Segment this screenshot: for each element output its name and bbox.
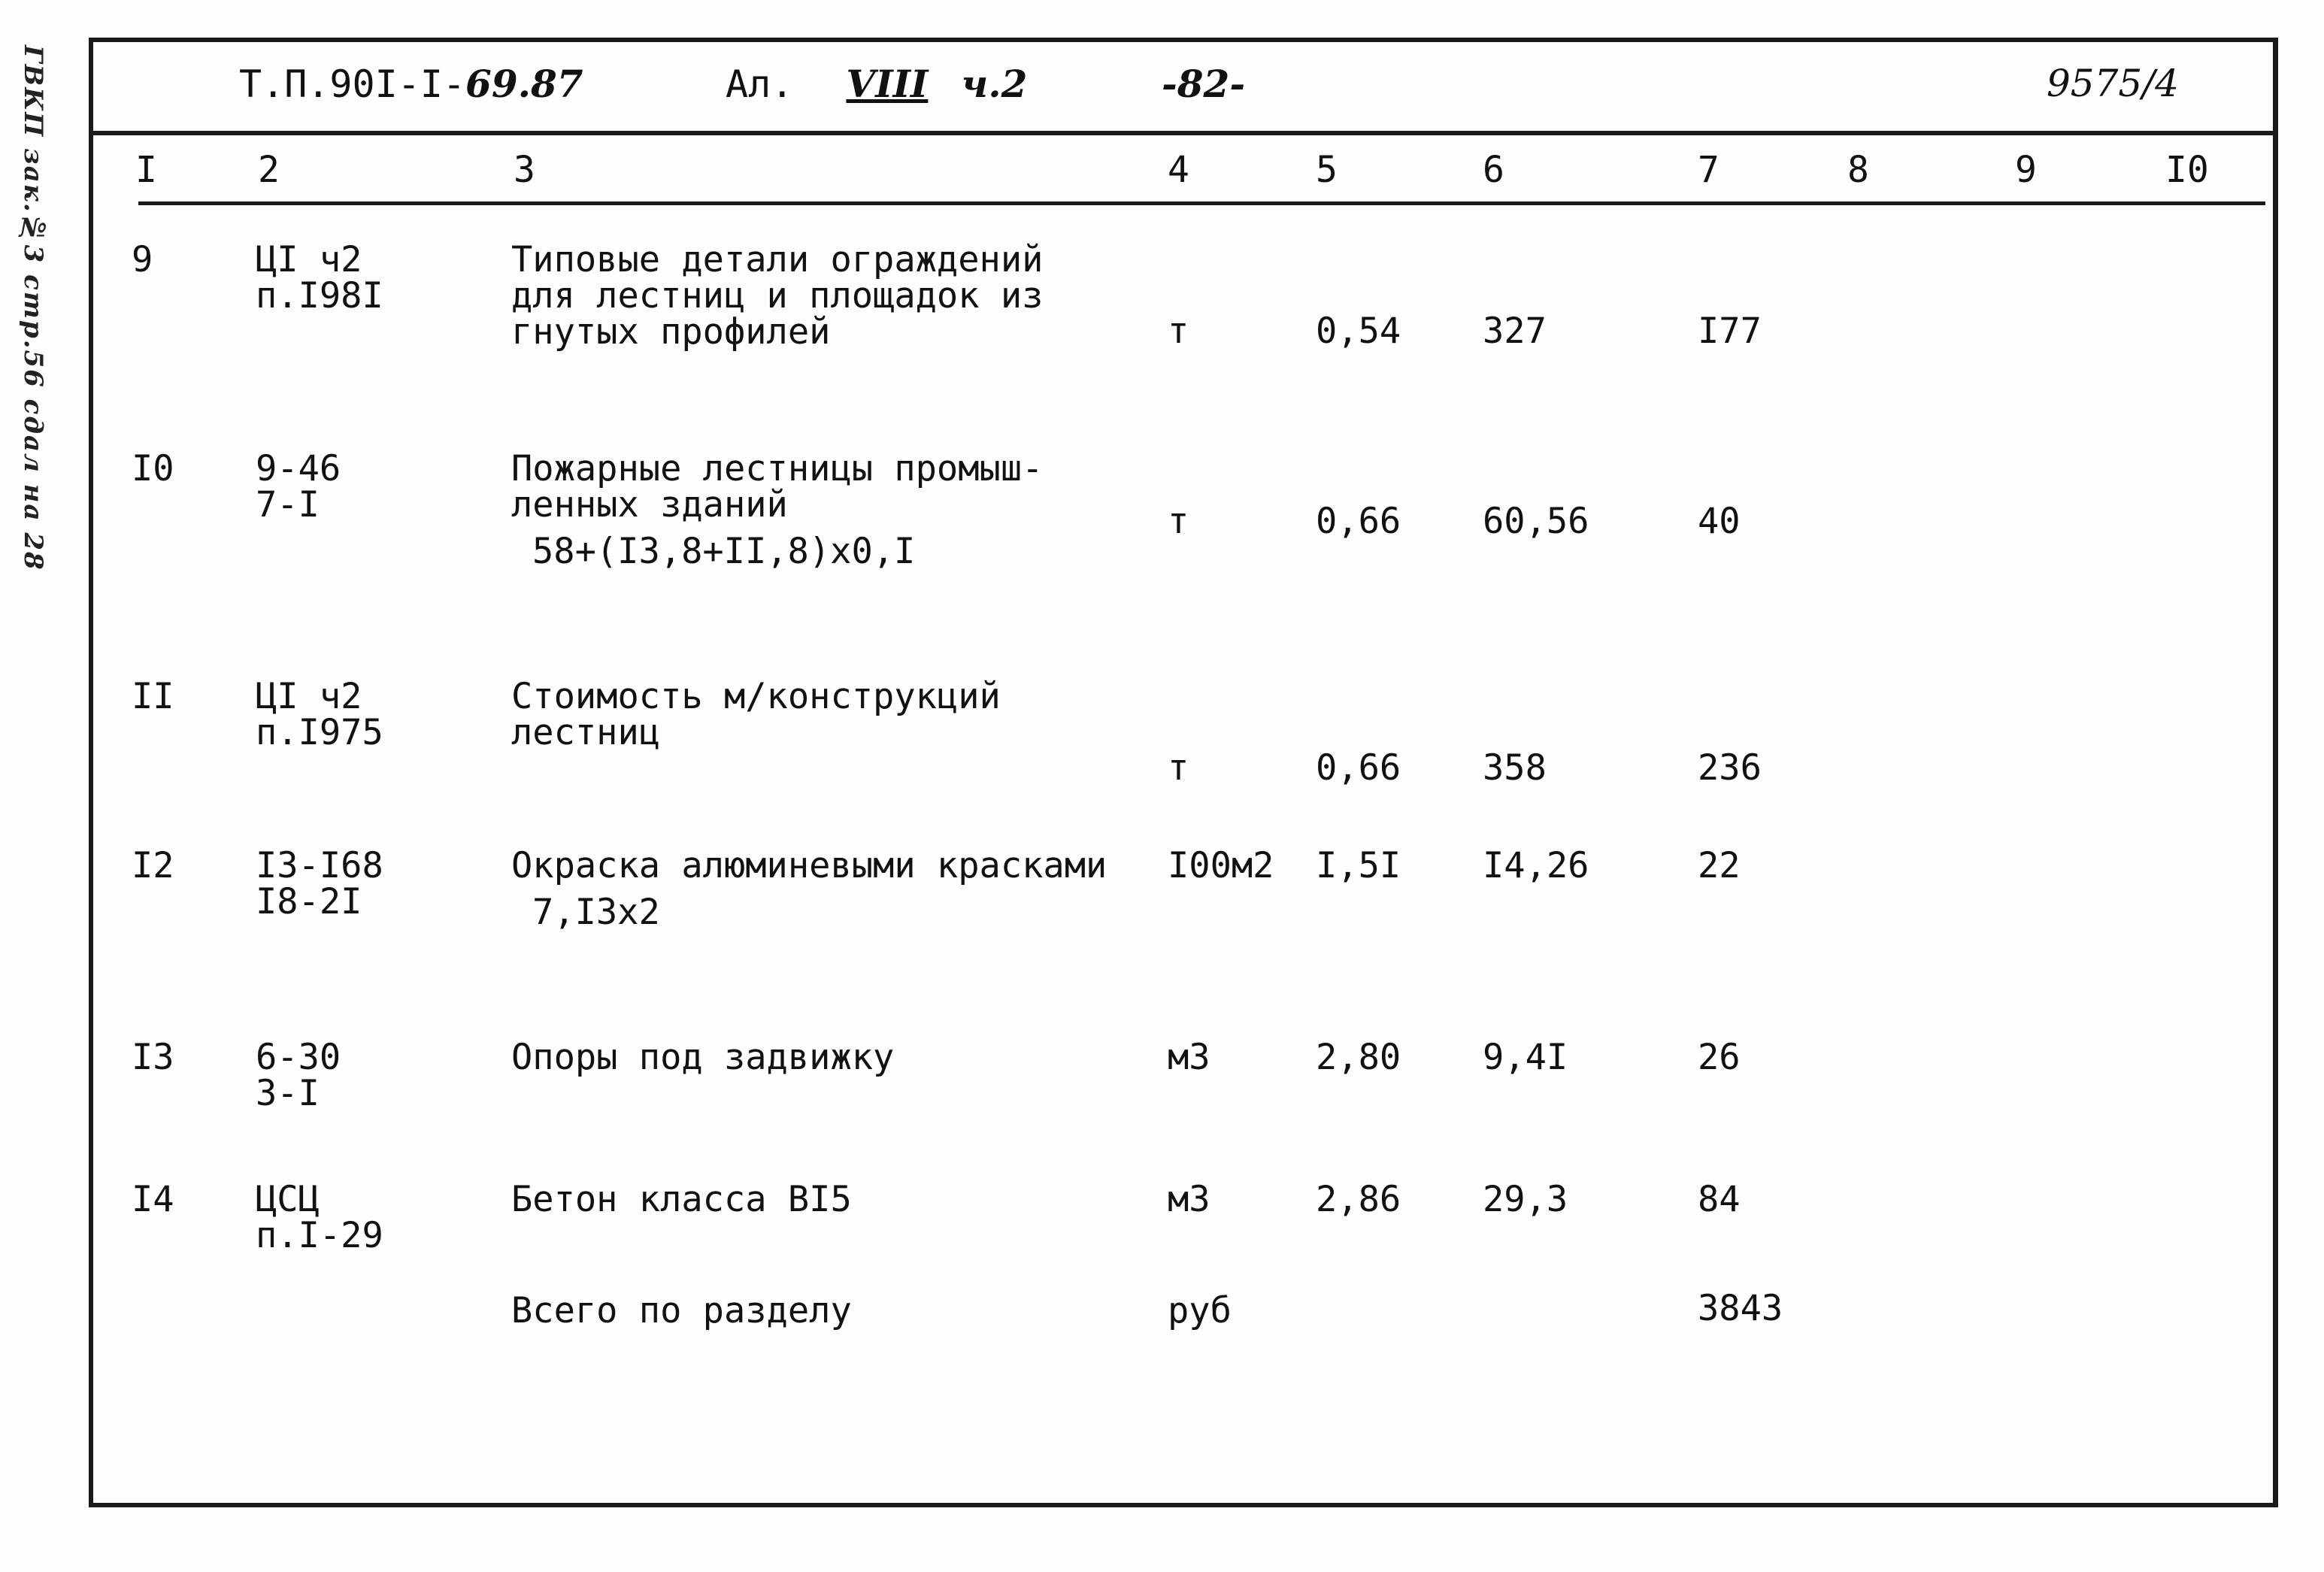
row-total: 40 bbox=[1698, 501, 1741, 542]
description-line: Пожарные лестницы промыш- bbox=[511, 448, 1044, 489]
row-quantity: 0,66 bbox=[1316, 501, 1401, 542]
row-reference bbox=[256, 448, 341, 526]
row-description bbox=[511, 239, 1044, 353]
row-reference bbox=[256, 1179, 383, 1256]
header-divider bbox=[93, 131, 2273, 135]
row-reference bbox=[256, 676, 383, 753]
row-unit-price: 327 bbox=[1483, 310, 1547, 352]
album-part: ч.2 bbox=[961, 62, 1028, 106]
reference-line: п.I975 bbox=[256, 712, 383, 753]
reference-line: п.I98I bbox=[256, 275, 383, 317]
row-quantity: 2,86 bbox=[1316, 1179, 1401, 1220]
reference-line: I3-I68 bbox=[256, 845, 383, 886]
description-line: Окраска алюминевыми красками bbox=[511, 845, 1107, 886]
row-number: I2 bbox=[132, 845, 174, 886]
margin-note: ГВКП зак.№3 стр.56 сдал на 28 bbox=[18, 45, 48, 571]
row-quantity: 0,54 bbox=[1316, 310, 1401, 352]
row-unit-price: 60,56 bbox=[1483, 501, 1589, 542]
inventory-number: 9575/4 bbox=[2047, 62, 2179, 105]
row-total: 236 bbox=[1698, 747, 1762, 789]
row-total: 84 bbox=[1698, 1179, 1741, 1220]
row-quantity: 0,66 bbox=[1316, 747, 1401, 789]
row-unit: м3 bbox=[1168, 1037, 1210, 1078]
row-description bbox=[511, 1179, 852, 1220]
column-number: 7 bbox=[1698, 149, 1720, 191]
row-total: 22 bbox=[1698, 845, 1741, 886]
row-unit-price: 358 bbox=[1483, 747, 1547, 789]
row-unit: I00м2 bbox=[1168, 845, 1274, 886]
reference-line: ЦI ч2 bbox=[256, 239, 362, 280]
row-description bbox=[511, 448, 1044, 572]
row-unit: м3 bbox=[1168, 1179, 1210, 1220]
row-quantity: I,5I bbox=[1316, 845, 1401, 886]
row-unit: т bbox=[1168, 501, 1189, 542]
reference-line: ЦСЦ bbox=[256, 1179, 320, 1220]
album-label: Ал. bbox=[726, 62, 794, 106]
row-unit: т bbox=[1168, 747, 1189, 789]
column-number: 2 bbox=[258, 149, 280, 191]
doc-code-handwritten: 69.87 bbox=[465, 62, 583, 106]
description-line: ленных зданий bbox=[511, 484, 788, 526]
column-number: 4 bbox=[1168, 149, 1189, 191]
page-number: -82- bbox=[1162, 62, 1246, 106]
row-unit-price: 29,3 bbox=[1483, 1179, 1568, 1220]
doc-code-printed: Т.П.90I-I- bbox=[239, 62, 466, 106]
row-number: I3 bbox=[132, 1037, 174, 1078]
row-total: I77 bbox=[1698, 310, 1762, 352]
description-line: гнутых профилей bbox=[511, 311, 831, 353]
album-reference bbox=[726, 62, 1027, 106]
row-quantity: 2,80 bbox=[1316, 1037, 1401, 1078]
column-number: 9 bbox=[2015, 149, 2037, 191]
reference-line: п.I-29 bbox=[256, 1215, 383, 1256]
reference-line: 7-I bbox=[256, 484, 320, 526]
description-line: Бетон класса BI5 bbox=[511, 1179, 852, 1220]
row-reference bbox=[256, 845, 383, 922]
row-number: 9 bbox=[132, 239, 153, 280]
reference-line: ЦI ч2 bbox=[256, 676, 362, 717]
row-unit: т bbox=[1168, 310, 1189, 352]
reference-line: 3-I bbox=[256, 1073, 320, 1114]
summary-label: Всего по разделу bbox=[511, 1290, 852, 1331]
summary-unit: руб bbox=[1168, 1290, 1232, 1331]
column-number: 5 bbox=[1316, 149, 1338, 191]
document-code bbox=[239, 62, 583, 106]
description-line: Стоимость м/конструкций bbox=[511, 676, 1001, 717]
column-number: I bbox=[135, 149, 157, 191]
description-line: Опоры под задвижку bbox=[511, 1037, 895, 1078]
row-total: 26 bbox=[1698, 1037, 1741, 1078]
reference-line: 9-46 bbox=[256, 448, 341, 489]
row-description bbox=[511, 676, 1001, 753]
description-line: лестниц bbox=[511, 712, 661, 753]
row-unit-price: 9,4I bbox=[1483, 1037, 1568, 1078]
reference-line: 6-30 bbox=[256, 1037, 341, 1078]
row-reference bbox=[256, 239, 383, 317]
description-line: для лестниц и площадок из bbox=[511, 275, 1044, 317]
row-description bbox=[511, 1037, 895, 1078]
column-number: 8 bbox=[1847, 149, 1869, 191]
row-description bbox=[511, 845, 1107, 933]
column-number: 6 bbox=[1483, 149, 1504, 191]
row-reference bbox=[256, 1037, 341, 1114]
row-number: I4 bbox=[132, 1179, 174, 1220]
column-number: I0 bbox=[2165, 149, 2209, 191]
row-unit-price: I4,26 bbox=[1483, 845, 1589, 886]
row-number: II bbox=[132, 676, 174, 717]
album-number: VIII bbox=[846, 62, 929, 106]
calculation-formula: 7,I3x2 bbox=[532, 892, 660, 933]
summary-total: 3843 bbox=[1698, 1288, 1783, 1329]
column-number: 3 bbox=[514, 149, 535, 191]
column-header-divider bbox=[138, 201, 2265, 205]
row-number: I0 bbox=[132, 448, 174, 489]
description-line: Типовые детали ограждений bbox=[511, 239, 1044, 280]
calculation-formula: 58+(I3,8+II,8)x0,I bbox=[532, 531, 916, 572]
reference-line: I8-2I bbox=[256, 881, 362, 922]
